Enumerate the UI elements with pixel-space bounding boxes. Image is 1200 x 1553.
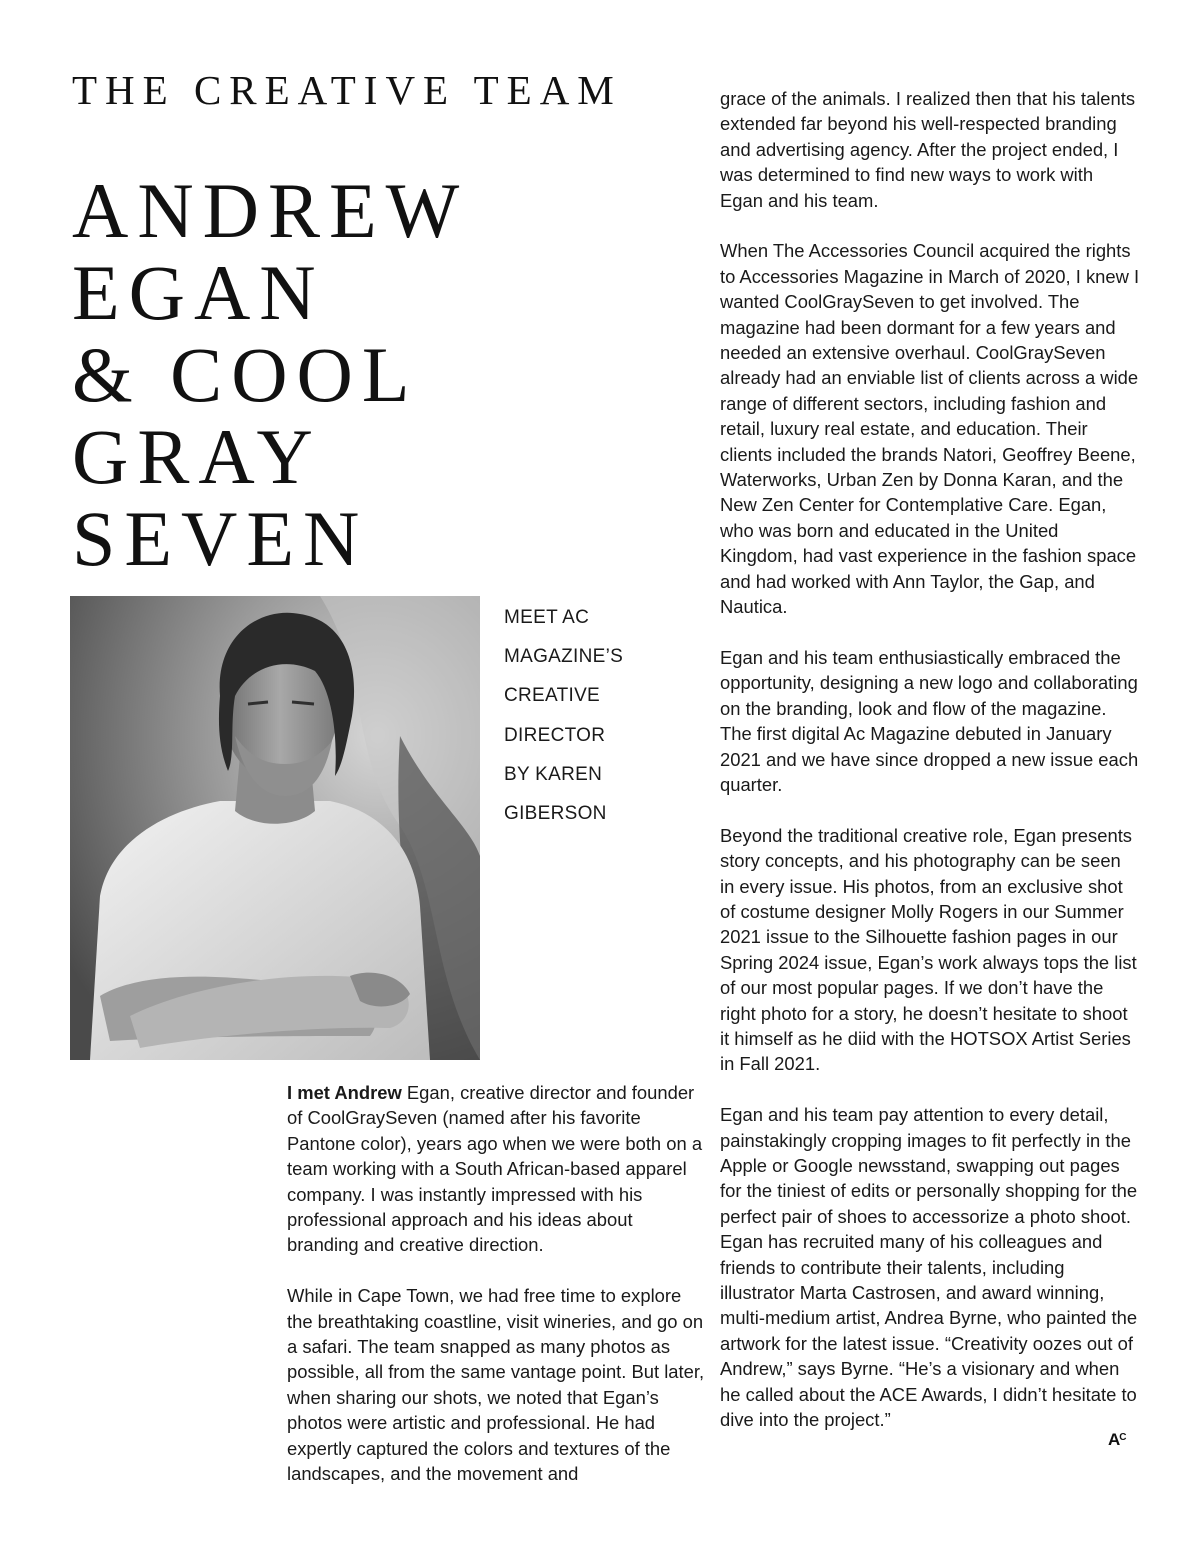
headline-line: & COOL [72,331,419,418]
article-paragraph: When The Accessories Council acquired the rights to Accessories Magazine in March of 2020, I knew I wanted CoolGraySeven to get involved. The magazine had been dormant for a few years and needed an extensive overhaul. CoolGraySeven already had an enviable list of clients across a wide range of different sectors, including fashion and retail, luxury real estate, and education. Their clients included the brands Natori, Geoffrey Beene, Waterworks, Urban Zen by Donna Karan, and the New Zen Center for Contemplative Care. Egan, who was born and educated in the United Kingdom, had vast experience in the fashion space and had worked with Ann Taylor, the Gap, and Nautica. [720,240,1140,618]
article-paragraph: While in Cape Town, we had free time to explore the breathtaking coastline, visit wineries, and go on a safari. The team snapped as many photos as possible, all from the same vantage point. But later, when sharing our shots, we noted that Egan’s photos were artistic and professional. He had expertly captured the colors and textures of the landscapes, and the movement and [287,1285,705,1485]
deck-line: GIBERSON [504,803,607,825]
article-paragraph: Egan and his team enthusiastically embraced the opportunity, designing a new logo and collaborating on the branding, look and flow of the magazine. The first digital Ac Magazine debuted in January 2021 and we have since dropped a new issue each quarter. [720,646,1139,795]
article-column-left [287,1080,707,1486]
logo-superscript: C [1119,1432,1126,1443]
deck-line: MEET AC [504,607,590,628]
headline-line: GRAY [72,413,322,500]
paragraph-text: Egan, creative director and founder of CoolGraySeven (named after his favorite Pantone color), years ago when we were both on a team working with a South African-based apparel company. I was instantly impressed with his professional approach and his ideas about branding and creative direction. [287,1082,703,1256]
logo-letter: A [1108,1430,1120,1449]
headline-line: SEVEN [72,495,369,582]
deck-line: DIRECTOR [504,724,606,746]
headline [72,167,469,582]
deck-line: CREATIVE [504,685,601,707]
ac-end-mark-logo [1108,1428,1126,1450]
portrait-photo [70,596,480,1060]
deck-line: MAGAZINE’S [504,646,624,668]
lead-in: I met Andrew [287,1082,402,1103]
article-deck [504,598,623,833]
headline-line: EGAN [72,249,325,336]
article-column-right [720,86,1140,1432]
article-paragraph: Beyond the traditional creative role, Egan presents story concepts, and his photography can be seen in every issue. His photos, from an exclusive shot of costume designer Molly Rogers in our Summer 2021 issue to the Silhouette fashion pages in our Spring 2024 issue, Egan’s work always tops the list of our most popular pages. If we don’t have the right photo for a story, he doesn’t hesitate to shoot it himself as he diid with the HOTSOX Artist Series in Fall 2021. [720,824,1137,1075]
article-paragraph: Egan and his team pay attention to every detail, painstakingly cropping images to fit perfectly in the Apple or Google newsstand, swapping out pages for the tiniest of edits or personally shopping for the perfect pair of shoes to accessorize a photo shoot. Egan has recruited many of his colleagues and friends to contribute their talents, including illustrator Marta Castrosen, and award winning, multi-medium artist, Andrea Byrne, who painted the artwork for the latest issue. “Creativity oozes out of Andrew,” says Byrne. “He’s a visionary and when he called about the ACE Awards, I didn’t hesitate to dive into the project.” [720,1104,1138,1431]
headline-line: ANDREW [72,167,469,254]
article-paragraph [287,1080,707,1258]
section-title: THE CREATIVE TEAM [72,67,622,113]
deck-line: BY KAREN [504,763,603,785]
article-paragraph: grace of the animals. I realized then that his talents extended far beyond his well-respected branding and advertising agency. After the project ended, I was determined to find new ways to work with Egan and his team. [720,88,1136,211]
portrait-illustration [70,596,480,1060]
